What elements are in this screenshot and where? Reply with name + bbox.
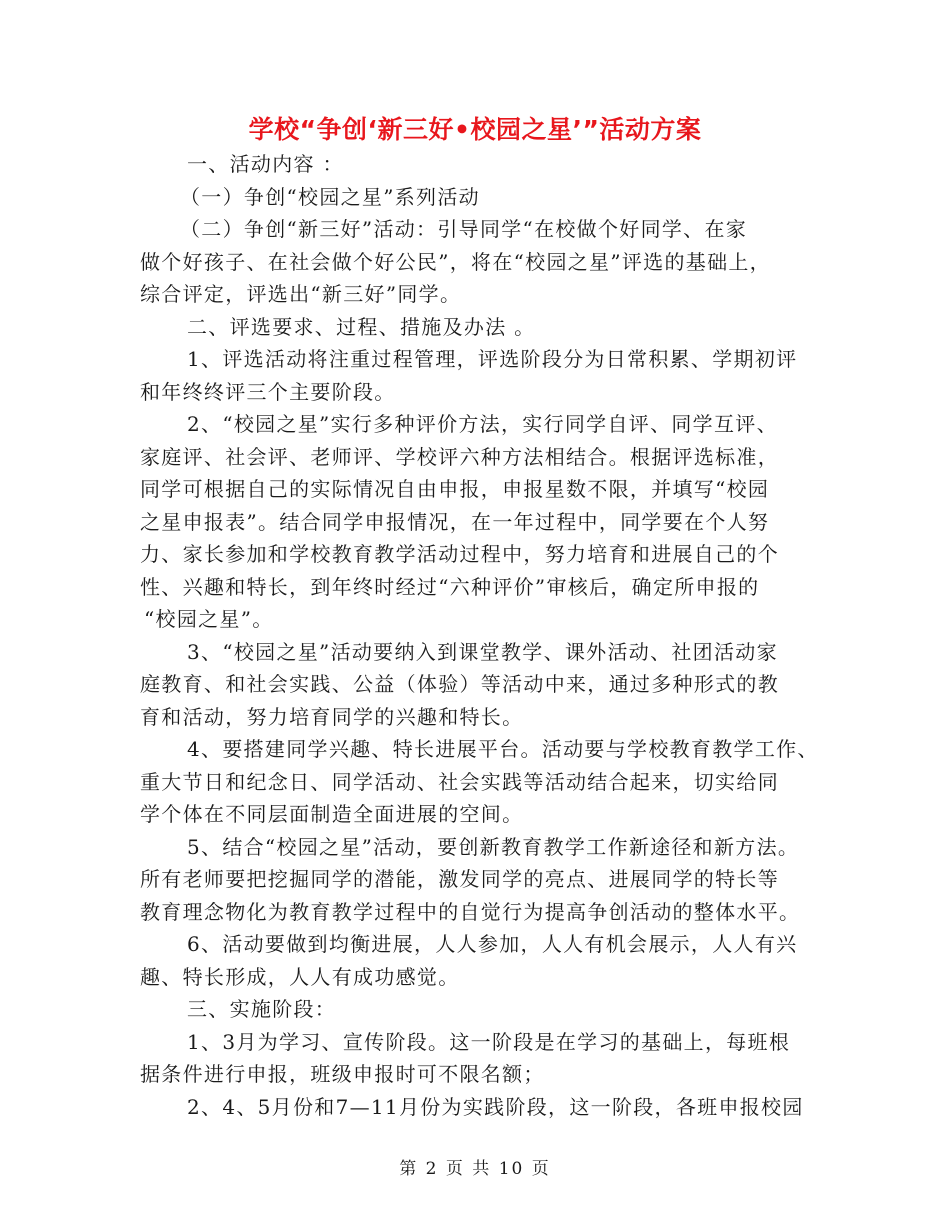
text-line: 综合评定，评选出“新三好”同学。 [140,282,462,306]
text-line: 4、要搭建同学兴趣、特长进展平台。活动要与学校教育教学工作、 [187,737,819,761]
text-line: （二）争创“新三好”活动：引导同学“在校做个好同学、在家 [180,217,748,241]
text-line: 和年终终评三个主要阶段。 [140,379,396,404]
text-line: （一）争创“校园之星”系列活动 [180,184,480,209]
text-line: 三、实施阶段： [187,997,337,1021]
text-line: 重大节日和纪念日、同学活动、社会实践等活动结合起来，切实给同 [140,769,779,794]
text-line: 做个好孩子、在社会做个好公民”，将在“校园之星”评选的基础上， [140,249,771,274]
text-line: 学个体在不同层面制造全面进展的空间。 [140,802,524,826]
text-line: 2、4、5月份和7—11月份为实践阶段，这一阶段，各班申报校园 [187,1094,804,1119]
page-footer: 第 2 页 共 10 页 [399,1159,551,1179]
document-title: 学校“争创‘新三好•校园之星’”活动方案 [248,115,702,144]
text-line: 家庭评、社会评、老师评、学校评六种方法相结合。根据评选标准， [140,444,779,469]
text-line: 二、评选要求、过程、措施及办法 。 [187,314,536,339]
text-line: 3、“校园之星”活动要纳入到课堂教学、课外活动、社团活动家 [187,639,778,664]
text-line: 2、“校园之星”实行多种评价方法，实行同学自评、同学互评、 [187,412,778,436]
text-line: 据条件进行申报，班级申报时可不限名额； [140,1062,545,1086]
text-line: 1、评选活动将注重过程管理，评选阶段分为日常积累、学期初评 [187,347,798,371]
text-line: “校园之星”。 [144,607,274,631]
text-line: 教育理念物化为教育教学过程中的自觉行为提高争创活动的整体水平。 [140,899,801,924]
text-line: 5、结合“校园之星”活动，要创新教育教学工作新途径和新方法。 [187,834,800,859]
text-line: 之星申报表”。结合同学申报情况，在一年过程中，同学要在个人努 [140,509,770,534]
text-line: 1、3月为学习、宣传阶段。这一阶段是在学习的基础上，每班根 [187,1029,791,1054]
text-line: 所有老师要把挖掘同学的潜能，激发同学的亮点、进展同学的特长等 [140,867,779,891]
text-line: 育和活动，努力培育同学的兴趣和特长。 [140,704,524,729]
text-line: 性、兴趣和特长，到年终时经过“六种评价”审核后，确定所申报的 [140,574,760,599]
text-line: 力、家长参加和学校教育教学活动过程中，努力培育和进展自己的个 [140,542,779,566]
text-line: 同学可根据自己的实际情况自由申报，申报星数不限，并填写“校园 [140,477,770,501]
text-line: 一、活动内容 ： [187,152,344,176]
text-line: 6、活动要做到均衡进展，人人参加，人人有机会展示，人人有兴 [187,932,798,956]
document-body [140,148,830,1123]
text-line: 趣、特长形成，人人有成功感觉。 [140,964,460,989]
text-line: 庭教育、和社会实践、公益（体验）等活动中来，通过多种形式的教 [140,672,779,696]
